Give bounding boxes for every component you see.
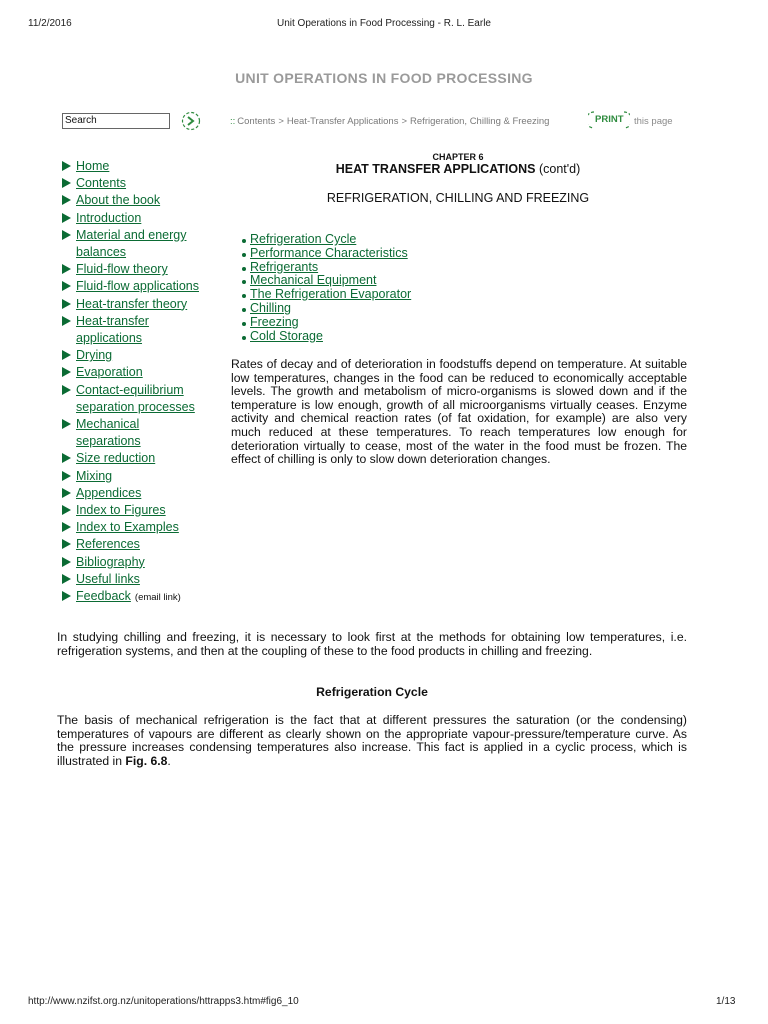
toc-item[interactable] — [242, 316, 411, 330]
breadcrumb — [230, 116, 549, 127]
triangle-bullet-icon — [62, 230, 71, 240]
triangle-bullet-icon — [62, 419, 71, 429]
sidebar-item-evaporation[interactable] — [60, 364, 220, 381]
paragraph-text: The basis of mechanical refrigeration is the fact that at different pressures the saturation (or the condensing) temperatures of vapours are different as clearly shown on the appropriate vapour-pressure/temperature curve. As the pressure increases condensing temperatures also increase. This fact is applied in a cyclic process, which is illustrated in — [57, 713, 687, 768]
sidebar-item-bibliography[interactable] — [60, 554, 220, 571]
sidebar-link[interactable]: Heat-transfer applications — [76, 313, 149, 346]
triangle-bullet-icon — [62, 213, 71, 223]
sidebar-link[interactable]: Mixing — [76, 468, 113, 483]
breadcrumb-prefix-icon: :: — [230, 116, 236, 127]
toc-item[interactable] — [242, 233, 411, 247]
bullet-icon — [242, 253, 246, 257]
breadcrumb-item[interactable]: Heat-Transfer Applications — [286, 116, 399, 127]
sidebar-item-useful-links[interactable] — [60, 571, 220, 588]
triangle-bullet-icon — [62, 471, 71, 481]
triangle-bullet-icon — [62, 367, 71, 377]
sidebar-link[interactable]: Useful links — [76, 571, 140, 586]
print-label: PRINT — [595, 114, 624, 125]
bullet-icon — [242, 267, 246, 271]
triangle-bullet-icon — [62, 505, 71, 515]
sidebar-item-size-reduction[interactable] — [60, 450, 220, 467]
bullet-icon — [242, 322, 246, 326]
sidebar-item-introduction[interactable] — [60, 210, 220, 227]
sidebar-item-fluid-flow-theory[interactable] — [60, 261, 220, 278]
print-page-number: 1/13 — [716, 996, 736, 1007]
bullet-icon — [242, 336, 246, 340]
toc-item[interactable] — [242, 247, 411, 261]
sidebar-item-feedback[interactable] — [60, 588, 220, 606]
triangle-bullet-icon — [62, 178, 71, 188]
toc-item[interactable] — [242, 261, 411, 275]
sidebar-link[interactable]: Introduction — [76, 210, 142, 225]
sidebar-link[interactable]: About the book — [76, 193, 161, 208]
toc-link[interactable]: Chilling — [250, 300, 291, 315]
section-toc — [242, 233, 411, 343]
sidebar-link[interactable]: Evaporation — [76, 365, 143, 380]
sidebar-link[interactable]: Heat-transfer theory — [76, 296, 188, 311]
chilling-paragraph: In studying chilling and freezing, it is necessary to look first at the methods for obtaining low temperatures, i.e. refrigeration systems, and then at the coupling of these to the food products in chilling and freezing. — [57, 630, 687, 658]
sidebar-item-home[interactable] — [60, 158, 220, 175]
email-link-note: (email link) — [134, 592, 181, 604]
paragraph-end: . — [167, 753, 171, 768]
sidebar-link[interactable]: Contact-equilibrium separation processes — [76, 382, 195, 414]
toc-link[interactable]: Freezing — [250, 314, 299, 329]
figure-reference: Fig. 6.8 — [125, 753, 168, 768]
site-title: UNIT OPERATIONS IN FOOD PROCESSING — [235, 70, 533, 86]
toc-link[interactable]: The Refrigeration Evaporator — [250, 287, 412, 302]
refrigeration-cycle-heading: Refrigeration Cycle — [316, 685, 428, 699]
sidebar-link[interactable]: Index to Examples — [76, 520, 179, 535]
page-title-bold: HEAT TRANSFER APPLICATIONS — [335, 162, 536, 176]
triangle-bullet-icon — [62, 574, 71, 584]
sidebar-item-mixing[interactable] — [60, 468, 220, 485]
toc-link[interactable]: Cold Storage — [250, 328, 323, 343]
sidebar-item-appendices[interactable] — [60, 485, 220, 502]
sidebar-item-material-energy[interactable] — [60, 227, 194, 261]
triangle-bullet-icon — [62, 453, 71, 463]
search-go-button[interactable] — [181, 111, 201, 131]
refrigeration-basis-paragraph — [57, 714, 687, 768]
sidebar-link[interactable]: Fluid-flow applications — [76, 279, 199, 294]
toc-link[interactable]: Refrigeration Cycle — [250, 232, 357, 246]
breadcrumb-item[interactable]: Contents — [237, 116, 276, 127]
bullet-icon — [242, 294, 246, 298]
sidebar-link[interactable]: Mechanical separations — [76, 417, 141, 449]
sidebar-item-index-figures[interactable] — [60, 502, 220, 519]
bullet-icon — [242, 280, 246, 284]
sidebar-link[interactable]: Material and energy balances — [76, 227, 187, 260]
triangle-bullet-icon — [62, 350, 71, 360]
sidebar-item-drying[interactable] — [60, 347, 220, 364]
sidebar-item-heat-transfer-theory[interactable] — [60, 296, 220, 313]
triangle-bullet-icon — [62, 557, 71, 567]
search-input[interactable] — [62, 113, 170, 129]
sidebar-link[interactable]: Fluid-flow theory — [76, 262, 168, 277]
triangle-bullet-icon — [62, 264, 71, 274]
sidebar-item-mechanical-separations[interactable] — [60, 416, 166, 450]
toc-item[interactable] — [242, 302, 411, 316]
sidebar-item-contents[interactable] — [60, 175, 220, 192]
sidebar-item-heat-transfer-applications[interactable] — [60, 313, 166, 347]
print-after-text: this page — [634, 116, 673, 127]
triangle-bullet-icon — [62, 522, 71, 532]
sidebar-link[interactable]: Appendices — [76, 485, 142, 500]
triangle-bullet-icon — [62, 539, 71, 549]
sidebar-link[interactable]: Home — [76, 159, 110, 173]
sidebar-link[interactable]: Contents — [76, 176, 127, 191]
triangle-bullet-icon — [62, 385, 71, 395]
triangle-bullet-icon — [62, 281, 71, 291]
print-date: 11/2/2016 — [28, 18, 72, 29]
sidebar-item-references[interactable] — [60, 536, 220, 553]
triangle-bullet-icon — [62, 316, 71, 326]
triangle-bullet-icon — [62, 161, 71, 171]
chapter-label: CHAPTER 6 — [432, 152, 484, 162]
arrow-right-icon — [181, 111, 201, 131]
breadcrumb-separator: > — [401, 116, 408, 127]
toc-link[interactable]: Performance Characteristics — [250, 245, 408, 260]
bullet-icon — [242, 308, 246, 312]
sidebar-item-index-examples[interactable] — [60, 519, 220, 536]
sidebar-link[interactable]: Drying — [76, 348, 113, 363]
sidebar-link[interactable]: Feedback — [76, 589, 131, 604]
toc-link[interactable]: Refrigerants — [250, 259, 319, 274]
triangle-bullet-icon — [62, 195, 71, 205]
toc-item[interactable] — [242, 274, 411, 288]
sidebar-link[interactable]: Bibliography — [76, 554, 145, 569]
page-title — [230, 162, 686, 176]
breadcrumb-current: Refrigeration, Chilling & Freezing — [410, 116, 550, 127]
triangle-bullet-icon — [62, 299, 71, 309]
sidebar-item-about[interactable] — [60, 192, 220, 209]
toc-link[interactable]: Mechanical Equipment — [250, 273, 377, 288]
intro-paragraph: Rates of decay and of deterioration in foodstuffs depend on temperature. At suitable low temperatures, changes in the food can be reduced to economically acceptable levels. The growth and metabolism of micro-organisms is slowed down and if the temperature is low enough, growth of all microorganisms virtually ceases. Enzyme activity and chemical reaction rates (of fat oxidation, for example) are also very much reduced at these temperatures. To reach temperatures low enough for deterioration virtually to cease, most of the water in the food must be frozen. The effect of chilling is only to slow down deterioration changes. — [231, 357, 687, 467]
toc-item[interactable] — [242, 288, 411, 302]
section-title: REFRIGERATION, CHILLING AND FREEZING — [326, 191, 590, 205]
sidebar-nav — [60, 158, 220, 606]
sidebar-link[interactable]: Index to Figures — [76, 503, 166, 518]
print-footer-url: http://www.nzifst.org.nz/unitoperations/httrapps3.htm#fig6_10 — [28, 996, 299, 1007]
triangle-bullet-icon — [62, 591, 71, 601]
toc-item[interactable] — [242, 330, 411, 344]
breadcrumb-separator: > — [278, 116, 284, 127]
sidebar-item-contact-equilibrium[interactable] — [60, 382, 216, 416]
bullet-icon — [242, 239, 246, 243]
sidebar-item-fluid-flow-applications[interactable] — [60, 278, 220, 295]
sidebar-link[interactable]: References — [76, 537, 140, 552]
triangle-bullet-icon — [62, 488, 71, 498]
print-button[interactable] — [588, 110, 630, 130]
print-header-title: Unit Operations in Food Processing - R. L. Earle — [277, 18, 491, 29]
sidebar-link[interactable]: Size reduction — [76, 451, 156, 466]
page-title-suffix: (cont'd) — [535, 162, 581, 176]
